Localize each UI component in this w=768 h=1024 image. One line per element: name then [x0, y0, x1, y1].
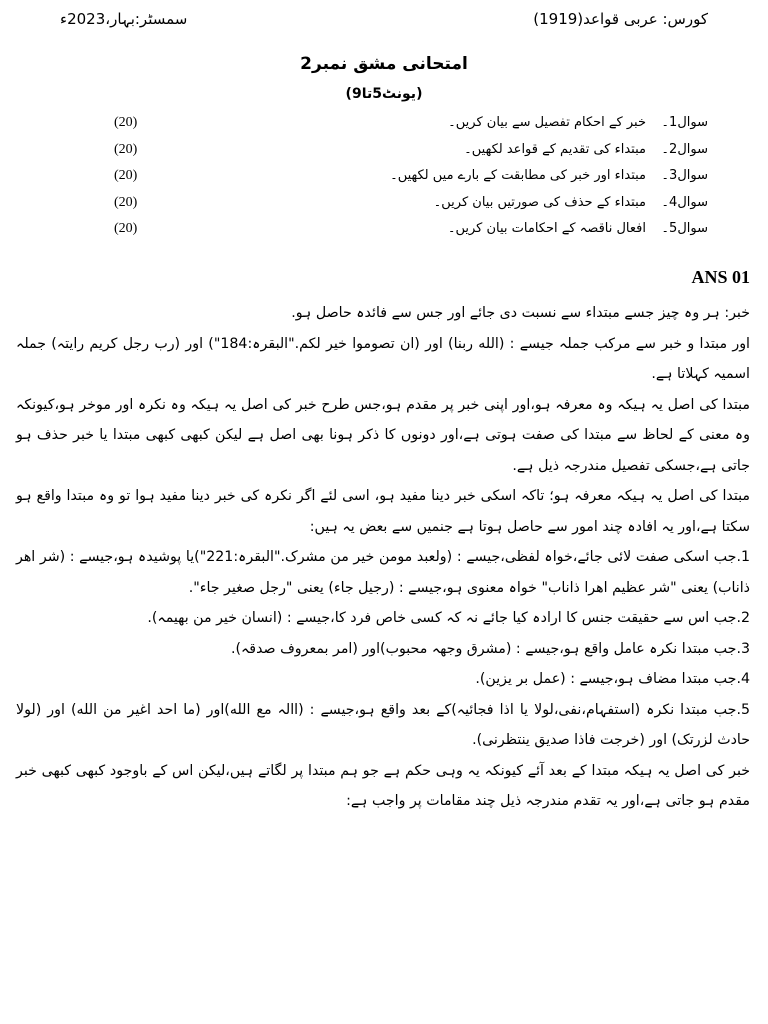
question-row [110, 219, 708, 246]
question-marks: (20) [114, 115, 138, 130]
answer-paragraph: خبر کی اصل یہ ہیکہ مبتدا کے بعد آئے کیونکہ یہ وہی حکم ہے جو ہم مبتدا پر لگاتے ہیں،لیکن اس کے باوجود کبھی کبھی خبر مقدم ہو جاتی ہے،اور یہ تقدم مندرجہ ذیل چند مقامات پر واجب ہے: [16, 762, 750, 809]
question-number: سوال5۔ [661, 221, 708, 236]
answer-heading: ANS 01 [691, 267, 750, 287]
question-marks: (20) [114, 221, 138, 236]
question-row [110, 140, 708, 167]
question-marks: (20) [114, 141, 138, 157]
question-text: مبتداء کی تقدیم کے قواعد لکھیں۔ [464, 141, 646, 157]
answer-paragraph: اور مبتدا و خبر سے مرکب جملہ جیسے : (الله ربنا) اور (ان تصوموا خیر لکم."البقرہ:184") اور (رب رجل کریم رایتہ) جملہ اسمیہ کہلاتا ہے. [16, 335, 750, 382]
question-text: مبتداء کے حذف کی صورتیں بیان کریں۔ [433, 194, 646, 210]
assignment-units: (یونٹ5تا9) [345, 86, 423, 102]
question-text: مبتداء اور خبر کی مطابقت کے بارے میں لکھیں۔ [390, 168, 646, 183]
question-text: افعال ناقصہ کے احکامات بیان کریں۔ [447, 221, 646, 236]
question-row [110, 193, 708, 220]
semester-label: سمسٹر:بہار،2023ء [60, 10, 188, 28]
answer-paragraph: 1.جب اسکی صفت لائی جائے،خواہ لفظی،جیسے : (ولعبد مومن خیر من مشرک."البقرہ:221")یا پوشیدہ ہو،جیسے : (شر اھر ذاناب) یعنی "شر عظیم اھرا ذاناب" خواہ معنوی ہو،جیسے : (رجیل جاء) یعنی "رجل صغیر جاء". [16, 549, 750, 596]
question-number: سوال4۔ [661, 194, 708, 210]
question-number: سوال2۔ [661, 141, 708, 157]
answer-paragraph: 5.جب مبتدا نکرہ (استفہام،نفی،لولا یا اذا فجائیہ)کے بعد واقع ہو،جیسے : (االہ مع الله)اور (ما احد اغیر من الله) اور (لولا حادث لزرتک) اور (خرجت فاذا صدیق ینتظرنی). [16, 701, 750, 748]
question-number: سوال3۔ [661, 168, 708, 183]
answer-paragraph: مبتدا کی اصل یہ ہیکہ معرفہ ہو؛ تاکہ اسکی خبر دینا مفید ہو، اسی لئے اگر نکرہ کی خبر دینا مفید ہوا تو وہ مبتدا واقع ہو سکتا ہے،اور یہ افادہ چند امور سے حاصل ہوتا ہے جنمیں سے بعض یہ ہیں: [16, 488, 750, 535]
answer-body [16, 298, 750, 817]
answer-paragraph: خبر: ہر وہ چیز جسے مبتداء سے نسبت دی جائے اور جس سے فائدہ حاصل ہو. [291, 305, 750, 321]
document-header [60, 10, 708, 32]
question-text: خبر کے احکام تفصیل سے بیان کریں۔ [448, 115, 646, 130]
question-marks: (20) [114, 194, 138, 210]
question-row [110, 113, 708, 140]
question-row [110, 166, 708, 193]
question-number: سوال1۔ [661, 115, 708, 130]
answer-paragraph: 4.جب مبتدا مضاف ہو،جیسے : (عمل بر یزین). [475, 671, 750, 687]
question-list [110, 113, 708, 246]
assignment-title: امتحانی مشق نمبر2 [300, 54, 468, 74]
course-label: کورس: عربی قواعد(1919) [533, 10, 708, 28]
answer-paragraph: 2.جب اس سے حقیقت جنس کا ارادہ کیا جائے نہ کہ کسی خاص فرد کا،جیسے : (انسان خیر من بھیمہ). [147, 610, 750, 626]
answer-paragraph: 3.جب مبتدا نکرہ عامل واقع ہو،جیسے : (مشرق وجھہ محبوب)اور (امر بمعروف صدقہ). [230, 640, 750, 657]
answer-paragraph: مبتدا کی اصل یہ ہیکہ وہ معرفہ ہو،اور اپنی خبر پر مقدم ہو،جس طرح خبر کی اصل یہ ہیکہ وہ نکرہ اور موخر ہو،کیونکہ وہ معنی کے لحاظ سے مبتدا کی صفت ہوتی ہے،اور دونوں کا ذکر ہونا بھی اصل ہے لیکن کبھی کبھی مبتدا یا خبر حذف ہو جاتی ہے،جسکی تفصیل مندرجہ ذیل ہے. [16, 396, 750, 474]
question-marks: (20) [114, 168, 138, 183]
